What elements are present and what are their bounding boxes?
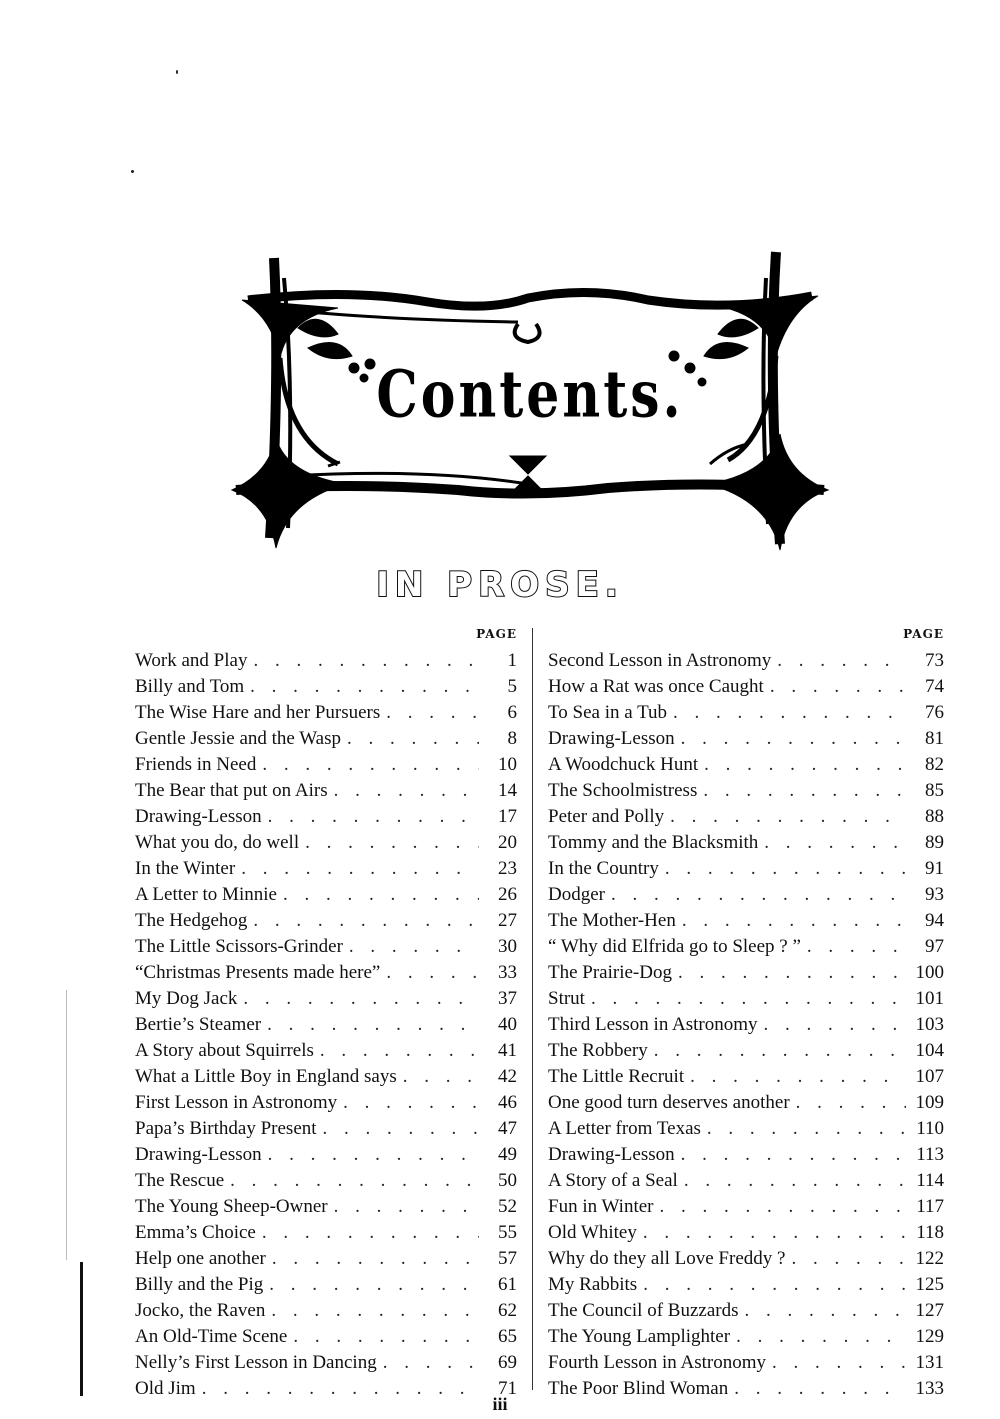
- entry-page-number: 14: [498, 780, 517, 801]
- entry-page-number: 49: [498, 1144, 517, 1165]
- entry-title: Drawing-Lesson: [135, 1144, 262, 1165]
- entry-title: Tommy and the Blacksmith: [548, 832, 759, 853]
- entry-title: The Rescue: [135, 1170, 225, 1191]
- contents-entry: [135, 674, 517, 700]
- entry-title: Papa’s Birthday Present: [135, 1118, 317, 1139]
- entry-page-number: 26: [498, 884, 517, 905]
- contents-entry: [548, 1142, 944, 1168]
- entry-title: An Old-Time Scene: [135, 1326, 288, 1347]
- entry-page-number: 8: [507, 728, 517, 749]
- entry-title: Friends in Need: [135, 754, 257, 775]
- contents-entry: [548, 1194, 944, 1220]
- dot-leader: [676, 908, 906, 934]
- entry-list: [548, 648, 944, 1402]
- contents-entry: [548, 1350, 944, 1376]
- entry-title: The Schoolmistress: [548, 780, 698, 801]
- entry-page-number: 122: [915, 1248, 944, 1269]
- entry-title: Help one another: [135, 1248, 266, 1269]
- entry-title: A Story about Squirrels: [135, 1040, 314, 1061]
- contents-entry: [548, 986, 944, 1012]
- contents-entry: [548, 700, 944, 726]
- dot-leader: [256, 1220, 479, 1246]
- entry-page-number: 71: [498, 1378, 517, 1399]
- page-column-label: PAGE: [476, 627, 517, 641]
- contents-entry: [548, 1298, 944, 1324]
- contents-entry: [548, 674, 944, 700]
- entry-title: The Little Recruit: [548, 1066, 685, 1087]
- entry-page-number: 100: [915, 962, 944, 983]
- dot-leader: [801, 934, 906, 960]
- contents-entry: [135, 1298, 517, 1324]
- entry-title: A Letter to Minnie: [135, 884, 277, 905]
- entry-title: My Dog Jack: [135, 988, 238, 1009]
- entry-title: Drawing-Lesson: [135, 806, 262, 827]
- dot-leader: [667, 700, 906, 726]
- entry-page-number: 10: [498, 754, 517, 775]
- entry-title: Why do they all Love Freddy ?: [548, 1248, 786, 1269]
- entry-title: Third Lesson in Astronomy: [548, 1014, 758, 1035]
- entry-title: The Little Scissors-Grinder: [135, 936, 343, 957]
- entry-page-number: 82: [925, 754, 944, 775]
- entry-page-number: 76: [925, 702, 944, 723]
- entry-page-number: 57: [498, 1248, 517, 1269]
- entry-page-number: 131: [915, 1352, 944, 1373]
- page-folio: iii: [492, 1394, 508, 1414]
- dot-leader: [771, 648, 906, 674]
- scan-margin-mark: [66, 990, 67, 1260]
- dot-leader: [585, 986, 906, 1012]
- page-column-label: PAGE: [903, 627, 944, 641]
- contents-entry: [135, 856, 517, 882]
- contents-entry: [135, 986, 517, 1012]
- contents-entry: [135, 908, 517, 934]
- entry-page-number: 101: [915, 988, 944, 1009]
- contents-column-left: [135, 624, 517, 1402]
- dot-leader: [758, 830, 906, 856]
- section-heading: IN PROSE.: [376, 565, 624, 605]
- dot-leader: [675, 1142, 906, 1168]
- dot-leader: [262, 1142, 479, 1168]
- contents-entry: [135, 1090, 517, 1116]
- contents-entry: [548, 908, 944, 934]
- entry-title: Strut: [548, 988, 585, 1009]
- dot-leader: [738, 1298, 906, 1324]
- contents-entry: [135, 1116, 517, 1142]
- entry-title: Fourth Lesson in Astronomy: [548, 1352, 766, 1373]
- entry-title: My Rabbits: [548, 1274, 638, 1295]
- entry-page-number: 41: [498, 1040, 517, 1061]
- contents-entry: [548, 648, 944, 674]
- contents-title: Contents.: [376, 356, 684, 433]
- entry-page-number: 69: [498, 1352, 517, 1373]
- entry-page-number: 61: [498, 1274, 517, 1295]
- dot-leader: [637, 1220, 906, 1246]
- contents-entry: [135, 934, 517, 960]
- contents-entry: [548, 934, 944, 960]
- dot-leader: [790, 1090, 906, 1116]
- entry-title: The Young Lamplighter: [548, 1326, 731, 1347]
- dot-leader: [224, 1168, 479, 1194]
- dot-leader: [697, 778, 906, 804]
- dot-leader: [659, 856, 906, 882]
- entry-title: Billy and the Pig: [135, 1274, 264, 1295]
- dot-leader: [247, 908, 479, 934]
- dot-leader: [764, 674, 906, 700]
- entry-page-number: 125: [915, 1274, 944, 1295]
- contents-entry: [135, 1064, 517, 1090]
- entry-page-number: 5: [507, 676, 517, 697]
- dot-leader: [328, 778, 479, 804]
- contents-entry: [548, 752, 944, 778]
- entry-page-number: 1: [507, 650, 517, 671]
- entry-page-number: 40: [498, 1014, 517, 1035]
- contents-entry: [135, 700, 517, 726]
- dot-leader: [317, 1116, 479, 1142]
- contents-entry: [548, 1012, 944, 1038]
- entry-page-number: 20: [498, 832, 517, 853]
- entry-title: Nelly’s First Lesson in Dancing: [135, 1352, 377, 1373]
- entry-title: The Poor Blind Woman: [548, 1378, 729, 1399]
- entry-page-number: 37: [498, 988, 517, 1009]
- entry-title: The Council of Buzzards: [548, 1300, 739, 1321]
- entry-page-number: 93: [925, 884, 944, 905]
- dot-leader: [730, 1324, 906, 1350]
- dot-leader: [684, 1064, 906, 1090]
- entry-page-number: 133: [915, 1378, 944, 1399]
- entry-page-number: 118: [916, 1222, 944, 1243]
- scan-speck: [131, 170, 134, 173]
- contents-entry: [135, 1220, 517, 1246]
- entry-page-number: 114: [916, 1170, 944, 1191]
- dot-leader: [237, 986, 479, 1012]
- dot-leader: [785, 1246, 906, 1272]
- entry-page-number: 47: [498, 1118, 517, 1139]
- contents-entry: [135, 1194, 517, 1220]
- contents-entry: [135, 804, 517, 830]
- entry-page-number: 91: [925, 858, 944, 879]
- entry-page-number: 89: [925, 832, 944, 853]
- contents-entry: [135, 882, 517, 908]
- dot-leader: [235, 856, 479, 882]
- dot-leader: [337, 1090, 479, 1116]
- contents-entry: [548, 1038, 944, 1064]
- contents-entry: [135, 1246, 517, 1272]
- contents-entry: [135, 1142, 517, 1168]
- entry-page-number: 85: [925, 780, 944, 801]
- dot-leader: [314, 1038, 479, 1064]
- dot-leader: [605, 882, 906, 908]
- contents-entry: [548, 830, 944, 856]
- dot-leader: [247, 648, 479, 674]
- dot-leader: [654, 1194, 907, 1220]
- entry-page-number: 103: [915, 1014, 944, 1035]
- dot-leader: [328, 1194, 479, 1220]
- contents-entry: [135, 1272, 517, 1298]
- entry-page-number: 104: [915, 1040, 944, 1061]
- entry-page-number: 81: [925, 728, 944, 749]
- contents-ornamental-frame: [228, 238, 832, 558]
- dot-leader: [277, 882, 479, 908]
- entry-title: The Mother-Hen: [548, 910, 676, 931]
- entry-title: The Robbery: [548, 1040, 648, 1061]
- entry-title: The Young Sheep-Owner: [135, 1196, 328, 1217]
- entry-page-number: 109: [915, 1092, 944, 1113]
- dot-leader: [256, 752, 479, 778]
- entry-title: Work and Play: [135, 650, 248, 671]
- entry-title: The Bear that put on Airs: [135, 780, 328, 801]
- entry-page-number: 73: [925, 650, 944, 671]
- entry-title: A Letter from Texas: [548, 1118, 701, 1139]
- contents-entry: [135, 1012, 517, 1038]
- entry-page-number: 117: [916, 1196, 944, 1217]
- entry-title: “Christmas Presents made here”: [135, 962, 381, 983]
- dot-leader: [698, 752, 906, 778]
- entry-title: The Prairie-Dog: [548, 962, 672, 983]
- entry-title: Old Whitey: [548, 1222, 637, 1243]
- entry-title: Bertie’s Steamer: [135, 1014, 262, 1035]
- contents-entry: [135, 726, 517, 752]
- contents-entry: [548, 1090, 944, 1116]
- dot-leader: [261, 1012, 479, 1038]
- dot-leader: [287, 1324, 479, 1350]
- entry-title: What a Little Boy in England says: [135, 1066, 397, 1087]
- entry-page-number: 113: [916, 1144, 944, 1165]
- contents-entry: [135, 648, 517, 674]
- contents-entry: [548, 804, 944, 830]
- contents-entry: [135, 1324, 517, 1350]
- dot-leader: [672, 960, 906, 986]
- entry-page-number: 52: [498, 1196, 517, 1217]
- entry-title: What you do, do well: [135, 832, 300, 853]
- entry-title: Billy and Tom: [135, 676, 245, 697]
- dot-leader: [299, 830, 479, 856]
- contents-entry: [135, 1350, 517, 1376]
- dot-leader: [380, 960, 479, 986]
- entry-title: Emma’s Choice: [135, 1222, 256, 1243]
- dot-leader: [675, 726, 906, 752]
- entry-page-number: 30: [498, 936, 517, 957]
- entry-page-number: 46: [498, 1092, 517, 1113]
- entry-list: [135, 648, 517, 1402]
- dot-leader: [265, 1298, 479, 1324]
- entry-title: A Woodchuck Hunt: [548, 754, 699, 775]
- entry-title: Drawing-Lesson: [548, 1144, 675, 1165]
- entry-page-number: 88: [925, 806, 944, 827]
- entry-title: Fun in Winter: [548, 1196, 654, 1217]
- entry-page-number: 33: [498, 962, 517, 983]
- entry-page-number: 17: [498, 806, 517, 827]
- contents-entry: [548, 1116, 944, 1142]
- contents-entry: [548, 778, 944, 804]
- contents-entry: [135, 752, 517, 778]
- entry-title: Old Jim: [135, 1378, 196, 1399]
- entry-page-number: 50: [498, 1170, 517, 1191]
- entry-title: How a Rat was once Caught: [548, 676, 764, 697]
- contents-entry: [548, 726, 944, 752]
- entry-page-number: 110: [916, 1118, 944, 1139]
- contents-entry: [548, 882, 944, 908]
- dot-leader: [766, 1350, 906, 1376]
- entry-title: Dodger: [548, 884, 605, 905]
- contents-entry: [548, 1064, 944, 1090]
- scan-margin-mark: [80, 1262, 83, 1396]
- entry-title: In the Country: [548, 858, 659, 879]
- entry-title: In the Winter: [135, 858, 236, 879]
- dot-leader: [377, 1350, 479, 1376]
- contents-entry: [135, 830, 517, 856]
- dot-leader: [266, 1246, 479, 1272]
- contents-entry: [548, 1220, 944, 1246]
- contents-entry: [548, 1272, 944, 1298]
- entry-title: One good turn deserves another: [548, 1092, 790, 1113]
- entry-page-number: 23: [498, 858, 517, 879]
- entry-page-number: 65: [498, 1326, 517, 1347]
- contents-entry: [135, 778, 517, 804]
- contents-entry: [548, 1324, 944, 1350]
- contents-entry: [548, 1246, 944, 1272]
- entry-title: A Story of a Seal: [548, 1170, 678, 1191]
- entry-page-number: 55: [498, 1222, 517, 1243]
- entry-page-number: 107: [915, 1066, 944, 1087]
- dot-leader: [678, 1168, 906, 1194]
- contents-entry: [548, 960, 944, 986]
- dot-leader: [637, 1272, 906, 1298]
- dot-leader: [262, 804, 479, 830]
- entry-title: The Hedgehog: [135, 910, 248, 931]
- entry-page-number: 127: [915, 1300, 944, 1321]
- dot-leader: [758, 1012, 906, 1038]
- entry-title: Drawing-Lesson: [548, 728, 675, 749]
- dot-leader: [244, 674, 479, 700]
- dot-leader: [380, 700, 479, 726]
- contents-entry: [135, 960, 517, 986]
- entry-page-number: 42: [498, 1066, 517, 1087]
- scan-speck: [176, 70, 178, 74]
- entry-title: Gentle Jessie and the Wasp: [135, 728, 342, 749]
- dot-leader: [343, 934, 479, 960]
- contents-column-right: [548, 624, 944, 1402]
- entry-page-number: 74: [925, 676, 944, 697]
- entry-page-number: 6: [507, 702, 517, 723]
- entry-title: “ Why did Elfrida go to Sleep ? ”: [548, 936, 801, 957]
- entry-title: Peter and Polly: [548, 806, 665, 827]
- contents-entry: [548, 1168, 944, 1194]
- entry-title: First Lesson in Astronomy: [135, 1092, 338, 1113]
- entry-page-number: 27: [498, 910, 517, 931]
- dot-leader: [397, 1064, 479, 1090]
- dot-leader: [341, 726, 479, 752]
- dot-leader: [648, 1038, 906, 1064]
- dot-leader: [701, 1116, 906, 1142]
- entry-title: The Wise Hare and her Pursuers: [135, 702, 381, 723]
- contents-entry: [135, 1038, 517, 1064]
- entry-title: Jocko, the Raven: [135, 1300, 266, 1321]
- entry-page-number: 97: [925, 936, 944, 957]
- entry-page-number: 129: [915, 1326, 944, 1347]
- entry-page-number: 62: [498, 1300, 517, 1321]
- contents-entry: [135, 1168, 517, 1194]
- entry-page-number: 94: [925, 910, 944, 931]
- column-divider: [532, 628, 533, 1390]
- dot-leader: [664, 804, 906, 830]
- contents-entry: [548, 856, 944, 882]
- entry-title: To Sea in a Tub: [548, 702, 668, 723]
- dot-leader: [263, 1272, 479, 1298]
- entry-title: Second Lesson in Astronomy: [548, 650, 772, 671]
